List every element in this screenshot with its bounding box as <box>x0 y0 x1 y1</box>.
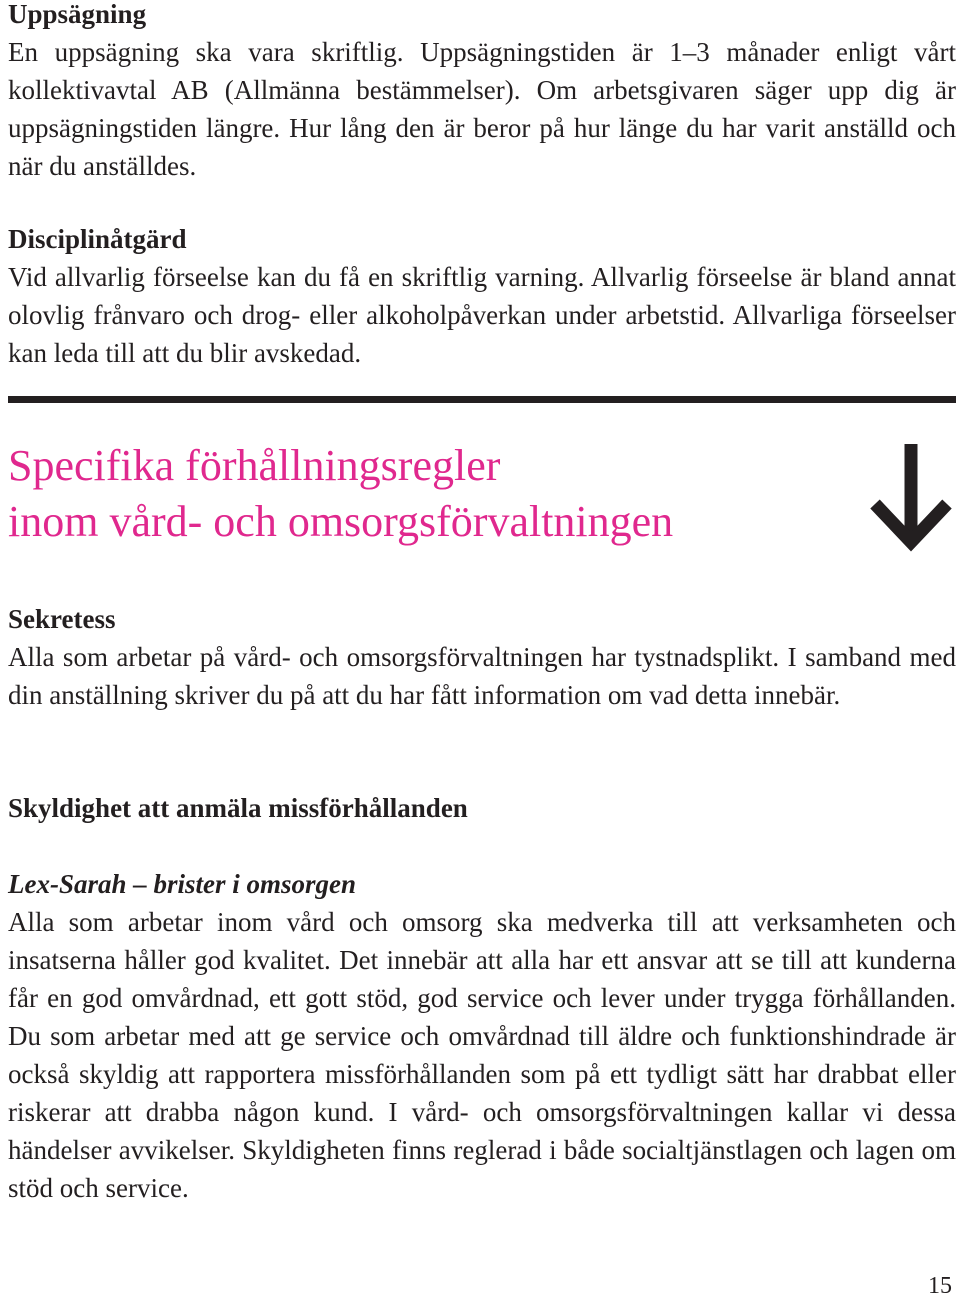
heading-skyldighet: Skyldighet att anmäla missförhållanden <box>8 793 468 823</box>
title-line-2: inom vård- och omsorgsförvaltningen <box>8 497 674 546</box>
heading-uppsagning: Uppsägning <box>8 0 147 29</box>
section-disciplinatgard <box>8 220 956 372</box>
section-uppsagning <box>8 0 956 185</box>
section-lexsarah <box>8 865 956 1207</box>
section-sekretess <box>8 600 956 714</box>
page-number: 15 <box>928 1273 952 1299</box>
paragraph-sekretess: Alla som arbetar på vård- och omsorgsförvaltningen har tystnadsplikt. I samband med din anställning skriver du på att du har fått information om vad detta innebär. <box>8 642 956 710</box>
paragraph-uppsagning: En uppsägning ska vara skriftlig. Uppsägningstiden är 1–3 månader enligt vårt kollektivavtal AB (Allmänna bestämmelser). Om arbetsgivaren säger upp dig är uppsägningstiden längre. Hur lång den är beror på hur länge du har varit anställd och när du anställdes. <box>8 37 956 181</box>
section-title-specifika <box>8 438 868 550</box>
arrow-down-icon <box>870 444 952 552</box>
heading-sekretess: Sekretess <box>8 604 116 634</box>
paragraph-disciplinatgard: Vid allvarlig förseelse kan du få en skriftlig varning. Allvarlig förseelse är bland annat olovlig frånvaro och drog- eller alkoholpåverkan under arbetstid. Allvarliga förseelser kan leda till att du blir avskedad. <box>8 262 956 368</box>
title-line-1: Specifika förhållningsregler <box>8 441 501 490</box>
divider-rule <box>8 396 956 403</box>
heading-disciplinatgard: Disciplinåtgärd <box>8 224 187 254</box>
subheading-lexsarah: Lex-Sarah – brister i omsorgen <box>8 869 357 899</box>
paragraph-lexsarah: Alla som arbetar inom vård och omsorg ska medverka till att verksamheten och insatserna håller god kvalitet. Det innebär att alla har ett ansvar att se till att kunderna får en god omvårdnad, ett gott stöd, god service och lever under trygga förhållanden. Du som arbetar med att ge service och omvårdnad till äldre och funktionshindrade är också skyldig att rapportera missförhållanden som på ett tydligt sätt har drabbat eller riskerar att drabba någon kund. I vård- och omsorgsförvaltningen kallar vi dessa händelser avvikelser. Skyldigheten finns reglerad i både socialtjänstlagen och lagen om stöd och service. <box>8 907 956 1203</box>
section-skyldighet <box>8 789 956 827</box>
